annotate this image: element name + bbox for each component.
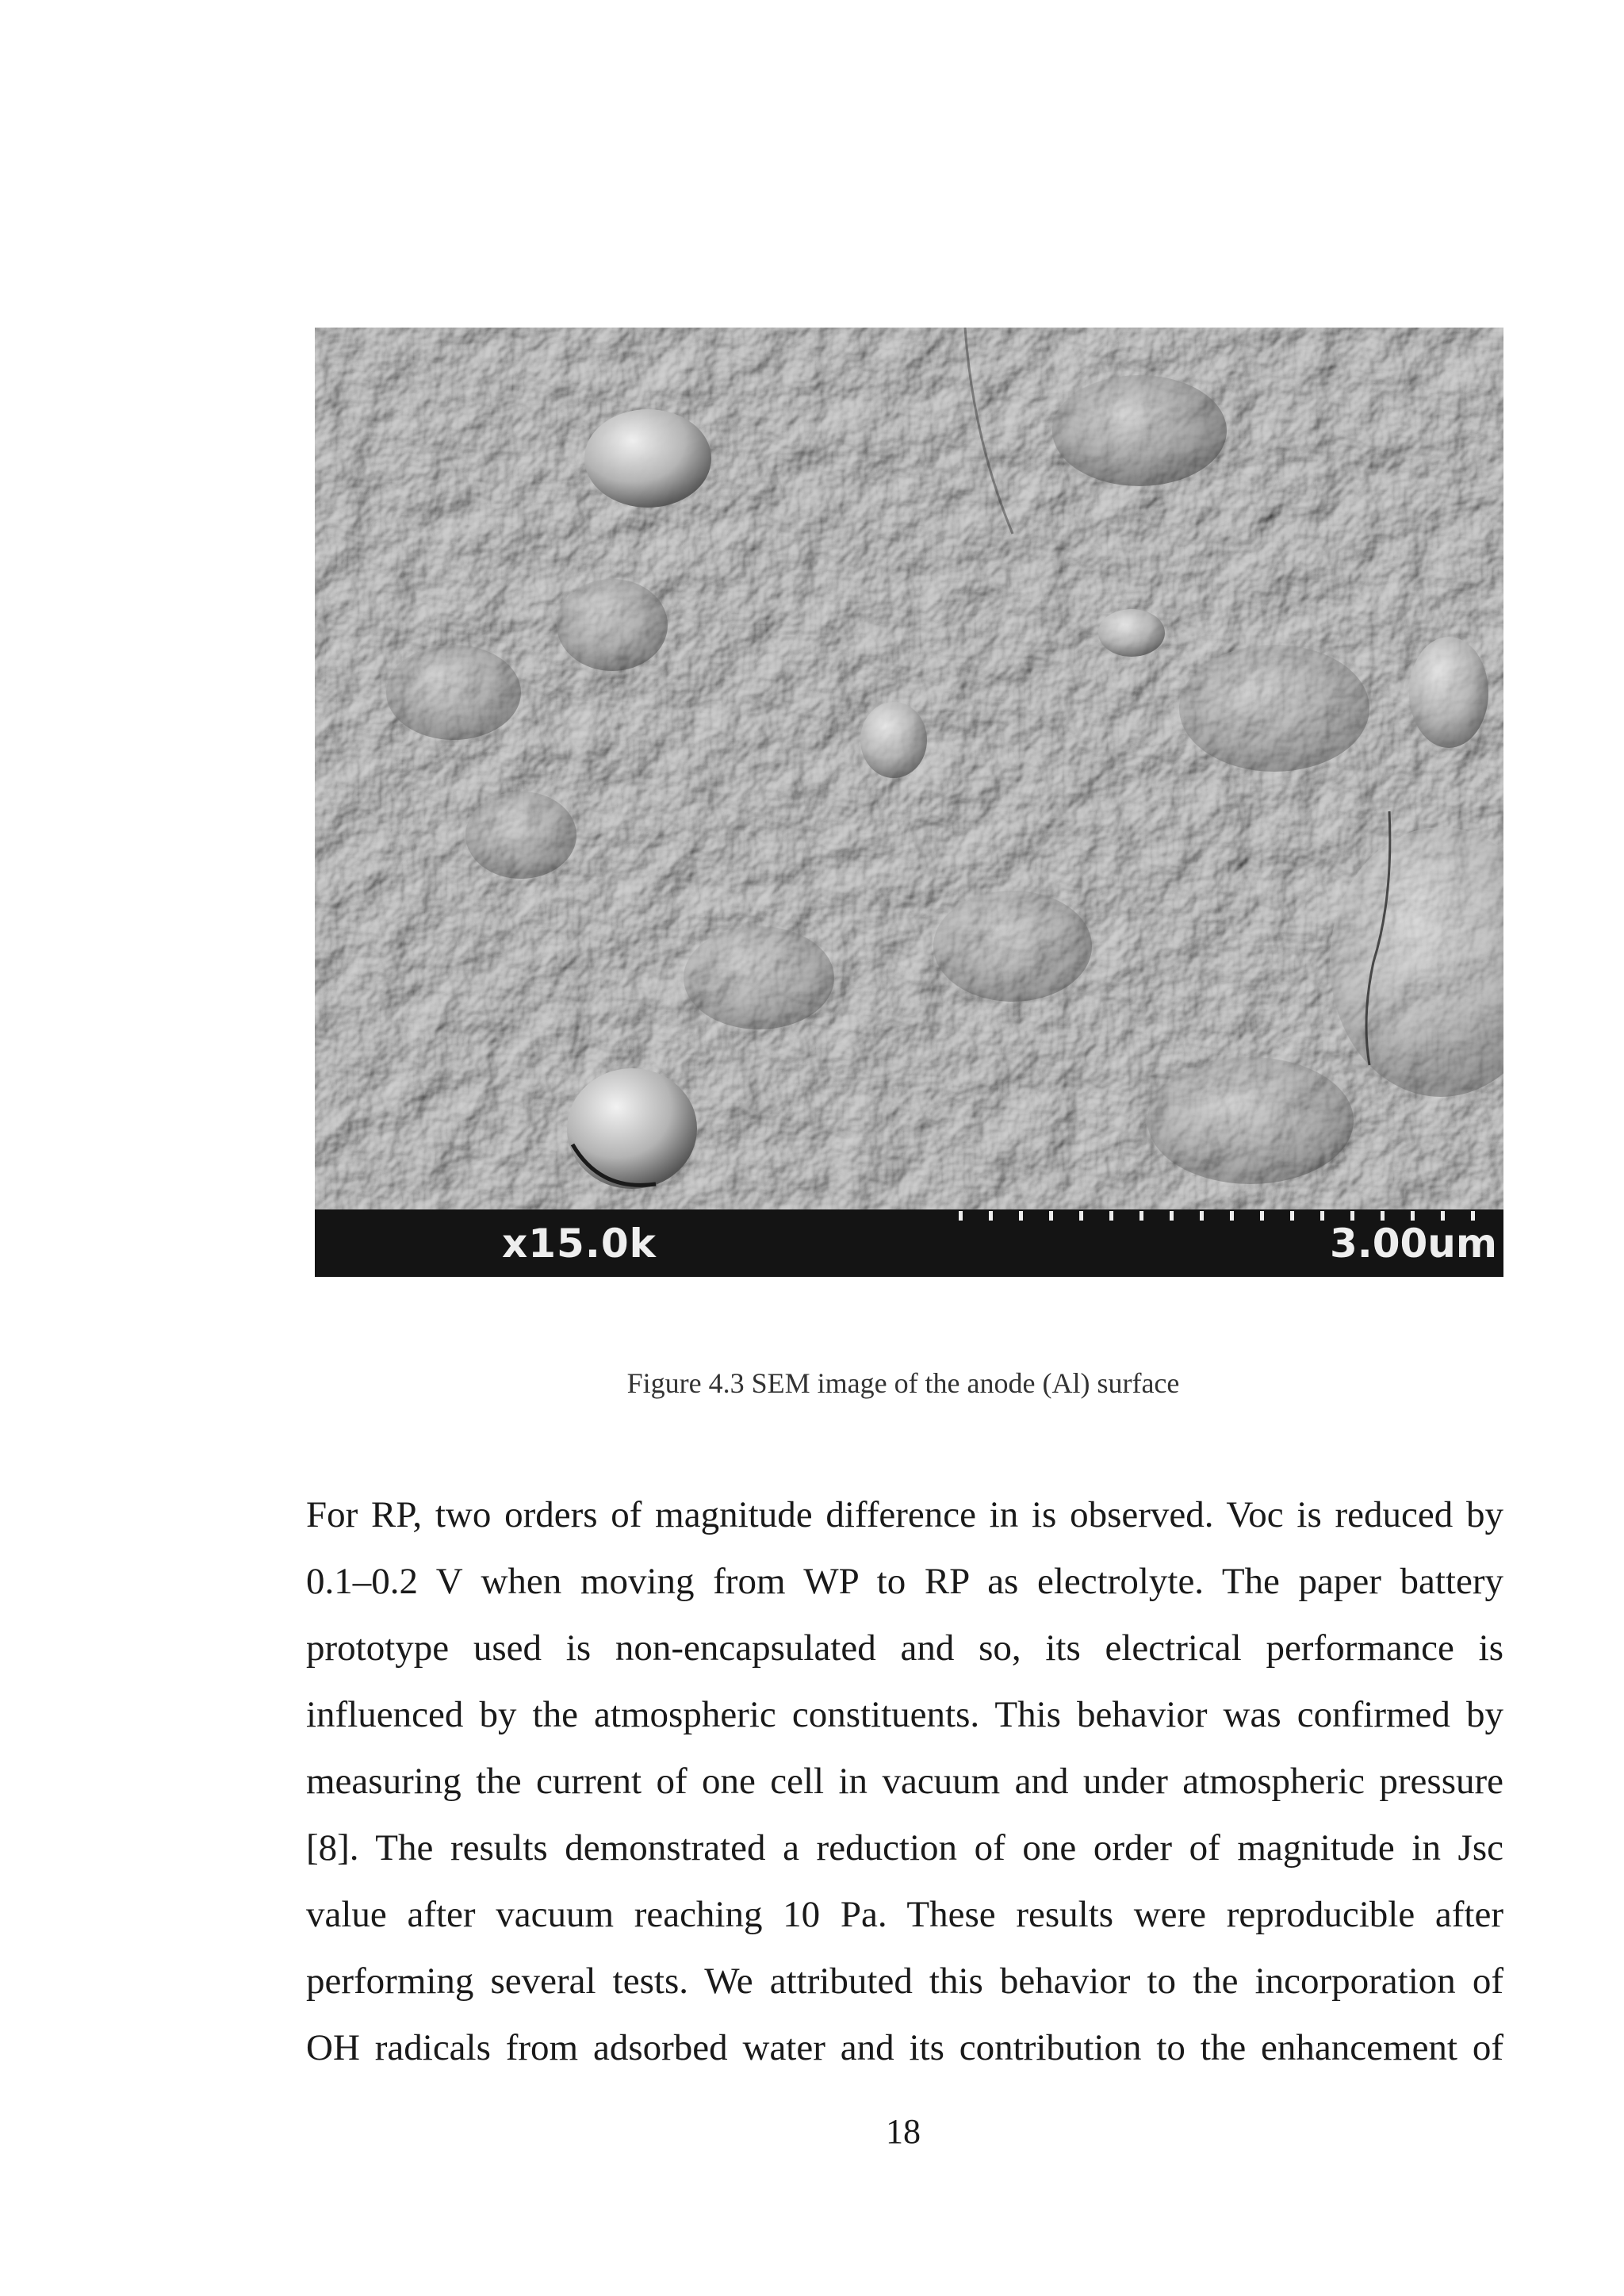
scale-tick xyxy=(1471,1211,1475,1221)
sem-nodule xyxy=(684,926,834,1029)
sem-image xyxy=(315,328,1503,1209)
sem-nodule xyxy=(933,891,1092,1002)
paragraph-line: prototype used is non-encapsulated and so, its electrical performance is xyxy=(306,1627,1503,1669)
paragraph-line: performing several tests. We attributed this behavior to the incorporation of xyxy=(306,1961,1503,2002)
sem-nodule xyxy=(567,1068,697,1189)
scale-tick xyxy=(1320,1211,1324,1221)
magnification-label: x15.0k xyxy=(502,1221,657,1267)
paragraph-line: For RP, two orders of magnitude difference in is observed. Voc is reduced by xyxy=(306,1494,1503,1535)
scale-tick xyxy=(1230,1211,1234,1221)
scale-tick xyxy=(989,1211,993,1221)
sem-nodule xyxy=(465,792,576,879)
scale-bar-label: 3.00um xyxy=(1329,1221,1497,1267)
scale-tick xyxy=(1139,1211,1143,1221)
scale-tick xyxy=(1290,1211,1294,1221)
page-number: 18 xyxy=(886,2112,921,2151)
sem-info-bar xyxy=(315,1209,1503,1277)
scale-tick xyxy=(959,1211,963,1221)
sem-nodule xyxy=(860,702,927,778)
sem-nodule xyxy=(386,645,521,740)
sem-nodule xyxy=(1409,637,1488,748)
sem-nodule xyxy=(557,579,668,671)
paragraph-line: measuring the current of one cell in vacuum and under atmospheric pressure xyxy=(306,1761,1503,1802)
sem-nodule xyxy=(1179,645,1369,772)
scale-tick xyxy=(1109,1211,1113,1221)
sem-nodule xyxy=(1098,609,1165,657)
paragraph-line: [8]. The results demonstrated a reduction of one order of magnitude in Jsc xyxy=(306,1827,1503,1869)
scale-ticks xyxy=(315,1209,1503,1277)
sem-nodule xyxy=(1147,1057,1354,1184)
paragraph-line: OH radicals from adsorbed water and its contribution to the enhancement of xyxy=(306,2027,1503,2068)
scale-tick xyxy=(1170,1211,1174,1221)
scale-tick xyxy=(1049,1211,1053,1221)
sem-nodule xyxy=(1052,375,1227,486)
sem-nodule xyxy=(584,409,711,508)
scale-tick xyxy=(1441,1211,1445,1221)
body-paragraph xyxy=(306,1481,1503,2081)
scale-tick xyxy=(1019,1211,1023,1221)
paragraph-line: influenced by the atmospheric constituents. This behavior was confirmed by xyxy=(306,1694,1503,1735)
paragraph-line: value after vacuum reaching 10 Pa. These results were reproducible after xyxy=(306,1894,1503,1935)
scale-tick xyxy=(1350,1211,1354,1221)
figure-caption: Figure 4.3 SEM image of the anode (Al) surface xyxy=(626,1367,1180,1399)
scale-tick xyxy=(1260,1211,1264,1221)
scale-tick xyxy=(1200,1211,1204,1221)
sem-figure xyxy=(315,328,1503,1277)
scale-tick xyxy=(1381,1211,1385,1221)
scale-tick xyxy=(1411,1211,1415,1221)
scale-tick xyxy=(1079,1211,1083,1221)
paragraph-line: 0.1–0.2 V when moving from WP to RP as electrolyte. The paper battery xyxy=(306,1561,1503,1602)
